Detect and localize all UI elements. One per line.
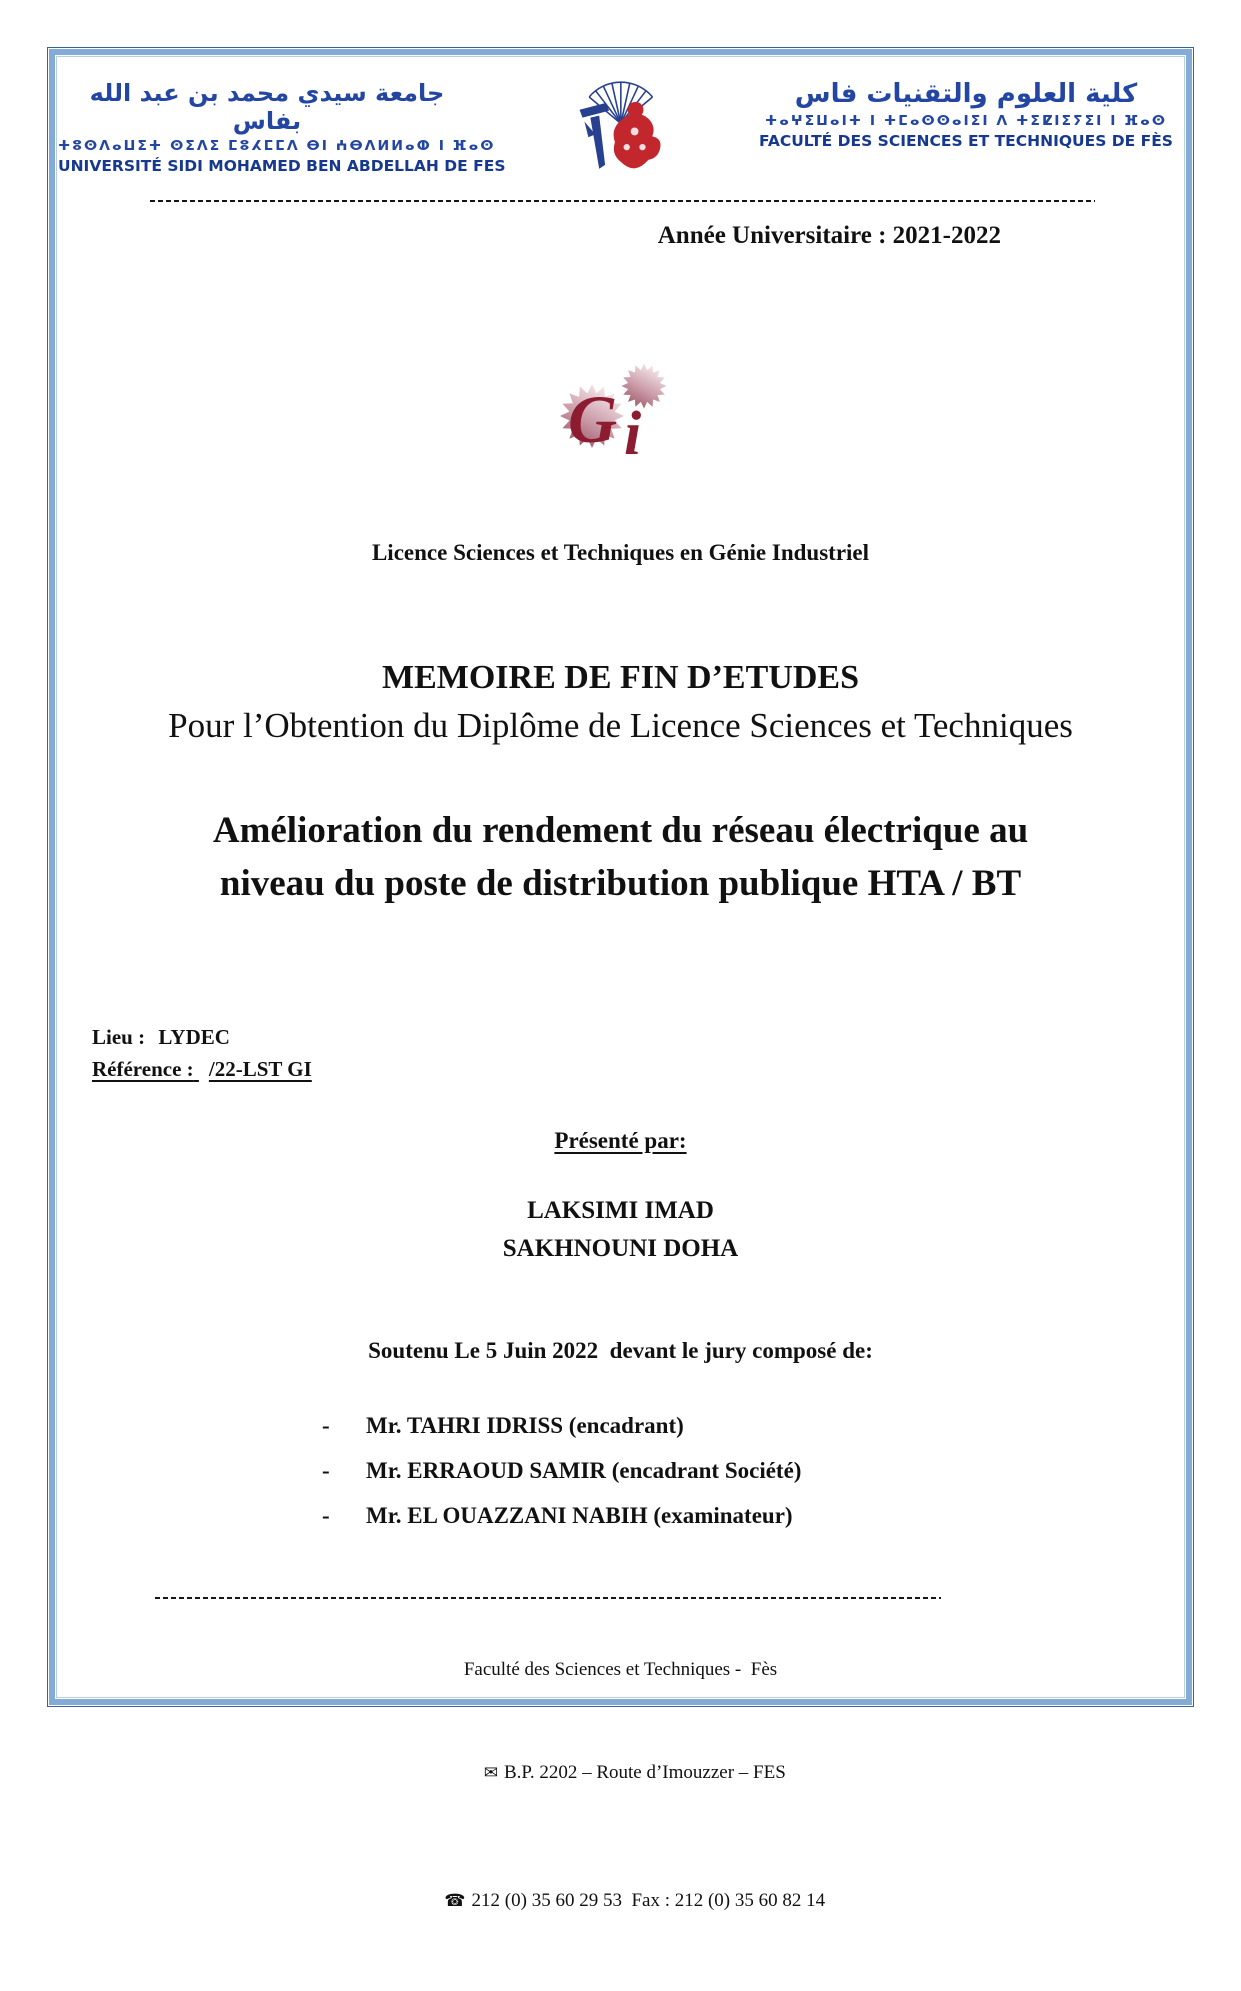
header-dashed-divider (150, 200, 1095, 202)
university-name-block (58, 79, 506, 176)
gi-letter-i: i (624, 400, 642, 468)
mail-icon: ✉ (483, 1762, 498, 1783)
presented-by-heading: Présenté par: (554, 1128, 687, 1153)
institution-header (58, 74, 1185, 182)
jury-list (322, 1404, 801, 1539)
academic-year-line: Année Universitaire : 2021-2022 (657, 222, 1001, 249)
reference-line (92, 1054, 312, 1086)
thesis-title-line2: niveau du poste de distribution publique HTA / BT (219, 862, 1022, 904)
university-name-french: UNIVERSITÉ SIDI MOHAMED BEN ABDELLAH DE FES (58, 157, 506, 176)
jury-member: Mr. TAHRI IDRISS (encadrant) (366, 1413, 684, 1438)
memoire-heading-block (0, 655, 1241, 750)
footer-faculty-line: Faculté des Sciences et Techniques - Fès (463, 1659, 778, 1681)
footer-dashed-divider (155, 1597, 941, 1599)
jury-bullet: - (322, 1413, 330, 1438)
author-names (0, 1192, 1241, 1267)
footer-address-block (0, 1606, 1241, 1991)
footer-phone-line: ☎ 212 (0) 35 60 29 53 Fax : 212 (0) 35 60 82 14 (444, 1890, 826, 1912)
faculty-name-arabic: كلية العلوم والتقنيات فاس (794, 79, 1138, 109)
jury-member-row (322, 1494, 801, 1539)
jury-member: Mr. EL OUAZZANI NABIH (examinateur) (366, 1502, 793, 1528)
jury-member-row (322, 1449, 801, 1494)
jury-member-row (322, 1404, 801, 1449)
genie-industriel-logo (546, 350, 674, 466)
defense-date-line: Soutenu Le 5 Juin 2022 devant le jury composé de: (368, 1338, 873, 1363)
faculty-name-tifinagh: ⵜⴰⵖⵉⵡⴰⵏⵜ ⵏ ⵜⵎⴰⵙⵙⴰⵏⵉⵏ ⴷ ⵜⵉⵇⵏⵉⵢⵉⵏ ⵏ ⴼⴰⵙ (764, 112, 1168, 129)
university-name-tifinagh: ⵜⵓⵙⴷⴰⵡⵉⵜ ⵙⵉⴷⵉ ⵎⵓⵃⵎⵎⴷ ⴱⵏ ⵄⴱⴷⵍⵍⴰⵀ ⵏ ⴼⴰⵙ (58, 138, 496, 155)
reference-value: /22-LST GI (208, 1056, 312, 1081)
faculty-name-block (747, 80, 1185, 151)
phone-icon: ☎ (444, 1891, 466, 1912)
memoire-subtitle: Pour l’Obtention du Diplôme de Licence Sciences et Techniques (168, 705, 1073, 745)
crest-icon (552, 74, 670, 178)
reference-label: Référence : (92, 1056, 194, 1081)
author-name: LAKSIMI IMAD (527, 1197, 714, 1224)
university-crest-logo (552, 74, 672, 182)
gi-gears-icon (546, 350, 674, 466)
jury-bullet: - (322, 1502, 330, 1528)
university-name-arabic: جامعة سيدي محمد بن عبد الله بفاس (89, 79, 445, 135)
jury-member: Mr. ERRAOUD SAMIR (encadrant Société) (366, 1457, 802, 1483)
location-value: LYDEC (158, 1025, 230, 1049)
gi-letter-g: G (568, 381, 618, 457)
author-name: SAKHNOUNI DOHA (502, 1234, 739, 1262)
program-line: Licence Sciences et Techniques en Génie Industriel (371, 540, 870, 565)
location-reference-block (92, 1022, 312, 1085)
location-label: Lieu : (92, 1025, 146, 1049)
location-line (92, 1022, 312, 1054)
faculty-name-french: FACULTÉ DES SCIENCES ET TECHNIQUES DE FÈS (759, 131, 1173, 150)
memoire-title: MEMOIRE DE FIN D’ETUDES (382, 659, 859, 696)
jury-bullet: - (322, 1457, 330, 1483)
footer-address-line: ✉ B.P. 2202 – Route d’Imouzzer – FES (483, 1761, 786, 1783)
thesis-title-line1: Amélioration du rendement du réseau électrique au (212, 810, 1029, 851)
thesis-title (40, 805, 1201, 910)
